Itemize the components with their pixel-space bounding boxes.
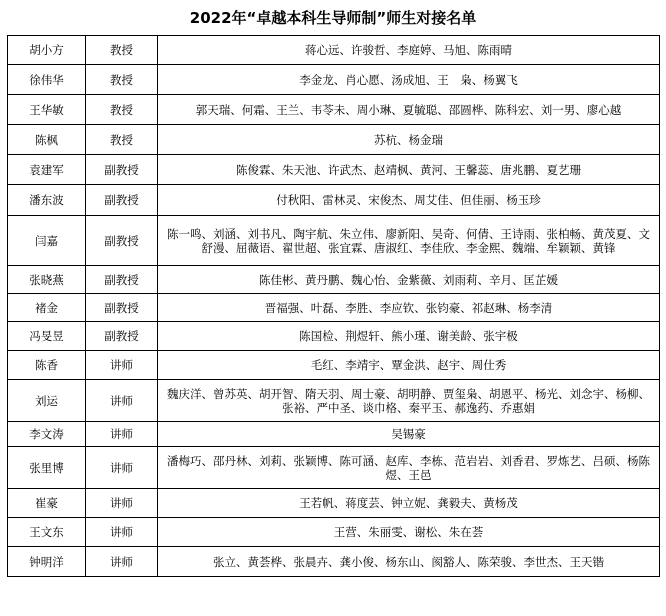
student-list: 毛红、李靖宇、覃金洪、赵宇、周仕秀 [158,351,660,380]
mentor-rank: 副教授 [86,185,158,216]
student-list: 蒋心远、许骏哲、李庭婷、马旭、陈雨晴 [158,36,660,65]
mentor-name: 冯旻昱 [8,322,86,351]
student-list: 王若帆、蒋度芸、钟立妮、龚毅夫、黄杨茂 [158,489,660,518]
table-row [8,489,660,518]
student-list: 晋福强、叶磊、李胜、李应钦、张钧豪、祁赵琳、杨李清 [158,294,660,322]
table-row [8,447,660,489]
table-row [8,547,660,577]
table-row [8,216,660,266]
student-list: 苏杭、杨金瑞 [158,125,660,155]
table-row [8,422,660,447]
student-list: 付秋阳、雷林灵、宋俊杰、周艾佳、但佳丽、杨玉珍 [158,185,660,216]
mentor-name: 陈香 [8,351,86,380]
mentor-name: 李文涛 [8,422,86,447]
mentor-rank: 讲师 [86,489,158,518]
mentor-name: 崔豪 [8,489,86,518]
mentor-rank: 讲师 [86,351,158,380]
mentor-name: 褚金 [8,294,86,322]
student-list: 张立、黄荟桦、张晨卉、龚小俊、杨东山、阂豁人、陈荣骏、李世杰、王天锴 [158,547,660,577]
mentor-rank: 教授 [86,36,158,65]
mentor-name: 徐伟华 [8,65,86,95]
table-row [8,266,660,294]
mentor-rank: 教授 [86,125,158,155]
mentor-rank: 讲师 [86,518,158,547]
mentor-rank: 副教授 [86,155,158,185]
mentor-name: 闫嘉 [8,216,86,266]
mentor-name: 陈枫 [8,125,86,155]
document-title: 2022年“卓越本科生导师制”师生对接名单 [189,8,477,27]
mentor-name: 袁建军 [8,155,86,185]
mentor-name: 张晓燕 [8,266,86,294]
mentor-student-table [7,35,660,577]
mentor-rank: 副教授 [86,266,158,294]
table-row [8,380,660,422]
mentor-name: 王华敏 [8,95,86,125]
mentor-name: 张里博 [8,447,86,489]
mentor-name: 钟明洋 [8,547,86,577]
table-row [8,95,660,125]
mentor-rank: 副教授 [86,322,158,351]
mentor-name: 胡小方 [8,36,86,65]
table-row [8,518,660,547]
table-row [8,36,660,65]
table-row [8,185,660,216]
student-list: 郭天瑞、何霜、王兰、韦苓未、周小琳、夏毓聪、邵圆桦、陈科宏、刘一男、廖心越 [158,95,660,125]
mentor-rank: 副教授 [86,294,158,322]
table-row [8,155,660,185]
student-list: 李金龙、肖心愿、汤成旭、王 枭、杨翼飞 [158,65,660,95]
mentor-name: 王文东 [8,518,86,547]
student-list: 王营、朱丽雯、谢松、朱在荟 [158,518,660,547]
mentor-rank: 讲师 [86,547,158,577]
student-list: 陈国检、荆煜轩、熊小瑾、谢美龄、张宇极 [158,322,660,351]
mentor-rank: 讲师 [86,380,158,422]
mentor-name: 潘东波 [8,185,86,216]
student-list: 陈一鸣、刘涵、刘书凡、陶宇航、朱立伟、廖新阳、吴奇、何倩、王诗雨、张柏畅、黄茂夏、文舒漫、屈薇语、翟世超、张宜霖、唐淑红、李佳欣、李金熙、魏端、牟颖颖、黄锋 [158,216,660,266]
mentor-rank: 教授 [86,65,158,95]
student-list: 潘梅巧、邵丹林、刘莉、张颖博、陈可涵、赵库、李栋、范岩岩、刘香君、罗炼艺、吕硕、杨陈煜、王邑 [158,447,660,489]
mentor-name: 刘运 [8,380,86,422]
student-list: 陈佳彬、黄丹鹏、魏心怡、金紫薇、刘雨莉、辛月、匡芷媛 [158,266,660,294]
mentor-rank: 讲师 [86,422,158,447]
mentor-rank: 教授 [86,95,158,125]
table-row [8,65,660,95]
table-row [8,351,660,380]
table-row [8,294,660,322]
student-list: 魏庆洋、曾苏英、胡开智、隋天羽、周士豪、胡明静、贾玺枭、胡恩平、杨光、刘念宇、杨柳、张裕、严中圣、谈巾格、秦平玉、郝逸药、乔惠娟 [158,380,660,422]
mentor-rank: 讲师 [86,447,158,489]
table-row [8,125,660,155]
student-list: 吴锡豪 [158,422,660,447]
mentor-rank: 副教授 [86,216,158,266]
student-list: 陈俊霖、朱天池、许武杰、赵靖枫、黄河、王馨蕊、唐兆鹏、夏艺珊 [158,155,660,185]
table-row [8,322,660,351]
